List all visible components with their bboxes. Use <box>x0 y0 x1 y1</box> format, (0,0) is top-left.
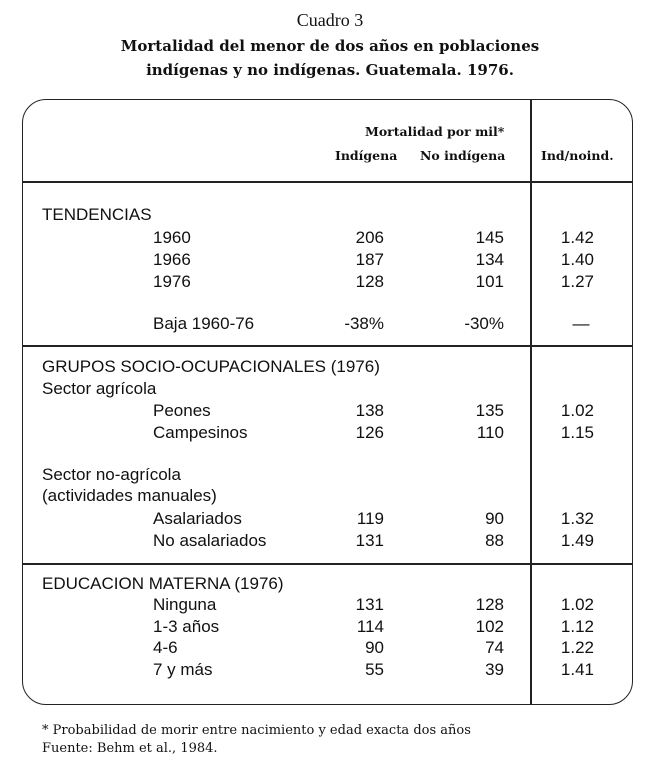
cell-no-indigena: 135 <box>475 401 504 420</box>
cell-indigena: 128 <box>355 272 384 291</box>
cell-indigena: -38% <box>344 314 384 333</box>
cell-indigena: 187 <box>355 250 384 269</box>
cell-no-indigena: 110 <box>476 423 504 442</box>
cell-no-indigena: 88 <box>485 531 504 550</box>
section-title: Sector agrícola <box>42 379 157 398</box>
row-label: Asalariados <box>153 509 242 528</box>
header-group: Mortalidad por mil* <box>365 124 505 139</box>
cell-ratio: 1.49 <box>560 531 594 550</box>
row-label: Baja 1960-76 <box>153 314 255 333</box>
header-indigena: Indígena <box>335 148 398 163</box>
cell-ratio: 1.27 <box>560 272 594 291</box>
row-label: 4-6 <box>153 638 178 657</box>
cell-indigena: 55 <box>365 660 384 679</box>
table-title-line-1: Mortalidad del menor de dos años en poblaciones <box>120 37 540 55</box>
row-label: 7 y más <box>153 660 213 679</box>
section-title: GRUPOS SOCIO-OCUPACIONALES (1976) <box>42 357 380 376</box>
section-title: Sector no-agrícola <box>42 465 181 484</box>
cell-no-indigena: 90 <box>485 509 504 528</box>
cell-ratio: 1.22 <box>560 638 594 657</box>
cell-no-indigena: 39 <box>485 660 504 679</box>
cell-ratio: 1.42 <box>560 228 594 247</box>
cell-indigena: 138 <box>355 401 384 420</box>
header-ratio: Ind/noind. <box>541 148 614 163</box>
row-label: 1-3 años <box>153 617 220 636</box>
row-label: Peones <box>153 401 211 420</box>
cell-ratio: 1.32 <box>560 509 594 528</box>
cell-no-indigena: 134 <box>475 250 504 269</box>
section-title: EDUCACION MATERNA (1976) <box>42 574 284 593</box>
cell-no-indigena: 102 <box>475 617 504 636</box>
section-divider-2 <box>22 563 633 565</box>
cell-no-indigena: 145 <box>475 228 504 247</box>
cell-indigena: 119 <box>356 509 384 528</box>
cell-indigena: 131 <box>355 595 384 614</box>
cell-indigena: 206 <box>355 228 384 247</box>
section-title: (actividades manuales) <box>42 486 217 505</box>
cell-indigena: 90 <box>365 638 384 657</box>
cell-indigena: 114 <box>356 617 384 636</box>
cell-ratio: 1.02 <box>560 401 594 420</box>
cell-ratio: 1.12 <box>560 617 594 636</box>
cell-indigena: 126 <box>355 423 384 442</box>
cell-no-indigena: 74 <box>485 638 504 657</box>
row-label: 1966 <box>153 250 191 269</box>
table-title-line-2: indígenas y no indígenas. Guatemala. 1976. <box>146 61 514 79</box>
row-label: Ninguna <box>153 595 217 614</box>
header-divider <box>22 181 633 183</box>
section-divider-1 <box>22 345 633 347</box>
header-no-indigena: No indígena <box>420 148 506 163</box>
footnote: * Probabilidad de morir entre nacimiento y edad exacta dos años <box>42 723 471 738</box>
row-label: 1976 <box>153 272 191 291</box>
row-label: 1960 <box>153 228 191 247</box>
source: Fuente: Behm et al., 1984. <box>42 741 218 756</box>
cell-ratio: 1.02 <box>560 595 594 614</box>
cell-no-indigena: 128 <box>475 595 504 614</box>
row-label: No asalariados <box>153 531 267 550</box>
section-title: TENDENCIAS <box>42 205 152 224</box>
table-label: Cuadro 3 <box>296 10 364 30</box>
row-label: Campesinos <box>153 423 248 442</box>
cell-no-indigena: -30% <box>464 314 504 333</box>
cell-no-indigena: 101 <box>475 272 504 291</box>
cell-ratio: 1.41 <box>560 660 594 679</box>
cell-ratio: — <box>572 314 590 333</box>
cell-indigena: 131 <box>355 531 384 550</box>
cell-ratio: 1.15 <box>560 423 594 442</box>
cell-ratio: 1.40 <box>560 250 594 269</box>
